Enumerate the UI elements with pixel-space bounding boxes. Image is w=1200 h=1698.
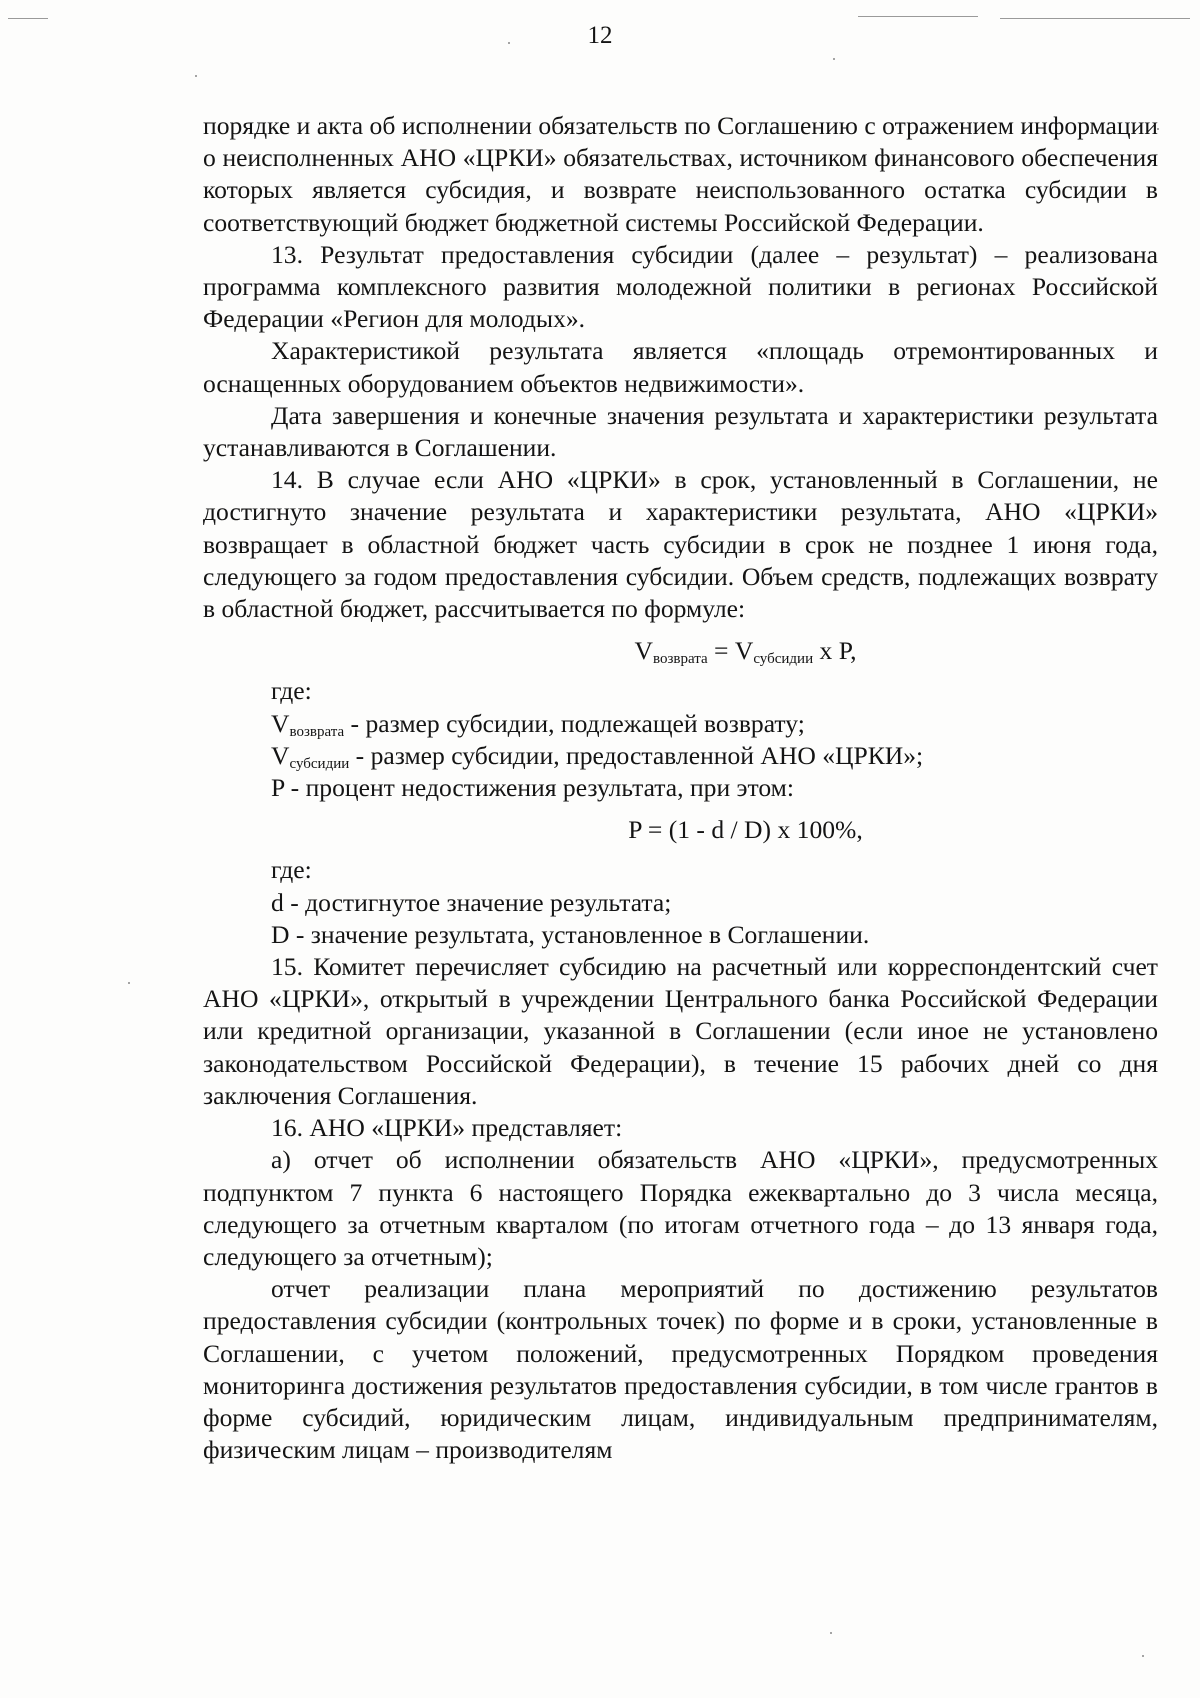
def-v-return-text: - размер субсидии, подлежащей возврату; xyxy=(344,708,805,738)
scan-speck xyxy=(195,75,197,77)
def-v-symbol: V xyxy=(271,740,290,770)
scan-artifact xyxy=(858,16,978,17)
scan-speck xyxy=(833,58,835,60)
scan-artifact xyxy=(1000,18,1190,19)
scan-artifact xyxy=(8,18,48,19)
paragraph-16: 16. АНО «ЦРКИ» представляет: xyxy=(271,1113,623,1143)
formula-percent: P = (1 - d / D) x 100%, xyxy=(628,815,863,845)
definition-d-target: D - значение результата, установленное в Соглашении. xyxy=(271,919,870,949)
paragraph-13: 13. Результат предоставления субсидии (далее – результат) – реализована программа комплексного развития молодежной политики в регионах Российской Федерации «Регион для молодых». xyxy=(203,239,1158,334)
formula-v: V xyxy=(634,636,653,666)
def-v-subsidy-text: - размер субсидии, предоставленной АНО «ЦРКИ»; xyxy=(349,740,924,770)
page-number: 12 xyxy=(587,22,613,49)
scan-speck xyxy=(1142,1655,1144,1657)
formula-equals: = xyxy=(707,636,735,666)
paragraph-14: 14. В случае если АНО «ЦРКИ» в срок, установленный в Соглашении, не достигнуто значение результата и характеристики результата, АНО «ЦРКИ» возвращает в областной бюджет часть субсидии в срок не позднее 1 июня года, следующего за годом предоставления субсидии. Объем средств, подлежащих возврату в областной бюджет, рассчитывается по формуле: xyxy=(203,465,1158,624)
scan-speck xyxy=(830,1632,832,1634)
paragraph-16-plan-report: отчет реализации плана мероприятий по достижению результатов предоставления субсидии (контрольных точек) по форме и в сроки, установленные в Соглашении, с учетом положений, предусмотренных Порядком проведения мониторинга достижения результатов предоставления субсидии, в том числе грантов в форме субсидий, юридическим лицам, индивидуальным предпринимателям, физическим лицам – производителям xyxy=(203,1274,1158,1465)
formula-rest: x P, xyxy=(813,636,857,666)
formula-sub-return: возврата xyxy=(652,651,708,668)
def-v-return-sub: возврата xyxy=(289,723,345,740)
definition-v-subsidy xyxy=(203,740,1158,772)
definition-p: P - процент недостижения результата, при этом: xyxy=(271,773,794,803)
formula-return-amount xyxy=(203,635,1158,667)
definition-d-achieved: d - достигнутое значение результата; xyxy=(271,887,672,917)
paragraph-16-a: а) отчет об исполнении обязательств АНО «ЦРКИ», предусмотренных подпунктом 7 пункта 6 настоящего Порядка ежеквартально до 3 числа месяца, следующего за отчетным кварталом (по итогам отчетного года – до 13 января года, следующего за отчетным); xyxy=(203,1145,1158,1271)
def-v-subsidy-sub: субсидии xyxy=(289,755,350,772)
paragraph-13-date: Дата завершения и конечные значения результата и характеристики результата устанавливаются в Соглашении. xyxy=(203,400,1158,463)
paragraph-15: 15. Комитет перечисляет субсидию на расчетный или корреспондентский счет АНО «ЦРКИ», открытый в учреждении Центрального банка Российской Федерации или кредитной организации, указанной в Соглашении (если иное не установлено законодательством Российской Федерации), в течение 15 рабочих дней со дня заключения Соглашения. xyxy=(203,952,1158,1110)
formula-v2: V xyxy=(734,636,754,666)
scan-speck xyxy=(128,982,130,984)
formula-sub-subsidy: субсидии xyxy=(753,651,814,668)
where-label: где: xyxy=(271,676,312,706)
paragraph-13-characteristic: Характеристикой результата является «площадь отремонтированных и оснащенных оборудованием объектов недвижимости». xyxy=(203,336,1158,398)
document-body xyxy=(203,110,1158,1466)
def-v-symbol: V xyxy=(271,708,290,738)
where-label-2: где: xyxy=(271,855,312,885)
paragraph-continuation: порядке и акта об исполнении обязательств по Соглашению с отражением информации о неисполненных АНО «ЦРКИ» обязательствах, источником финансового обеспечения которых является субсидия, и возврате неиспользованного остатка субсидии в соответствующий бюджет бюджетной системы Российской Федерации. xyxy=(203,111,1158,237)
definition-v-return xyxy=(203,708,1158,740)
